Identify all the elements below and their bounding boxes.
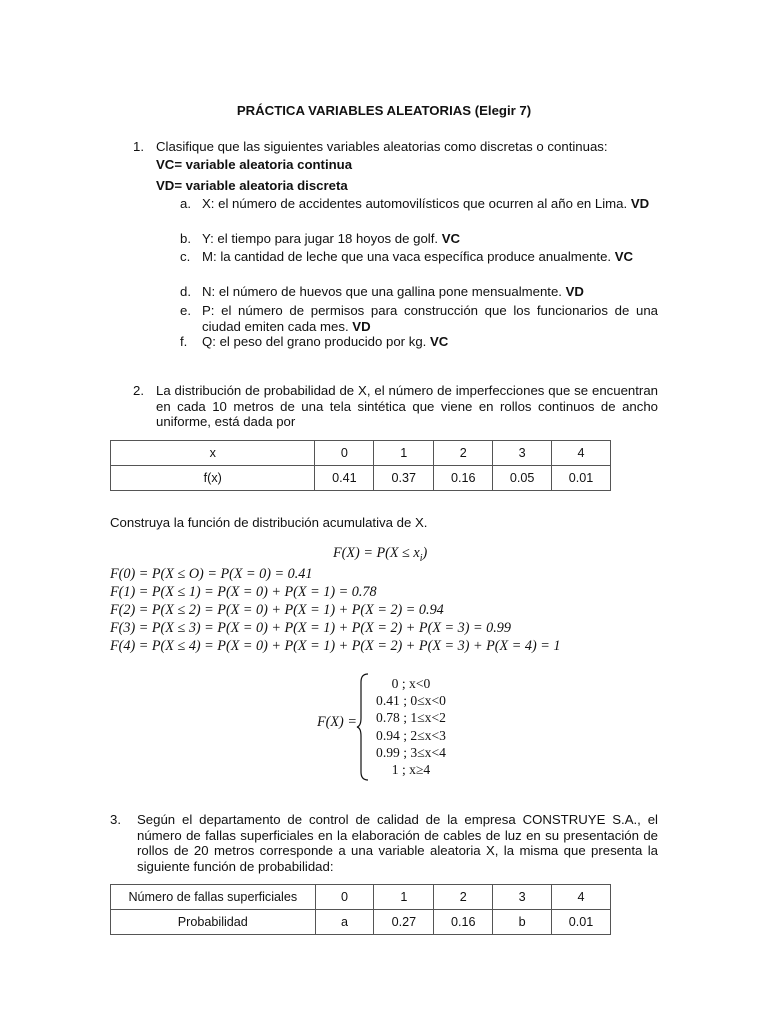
item-text: X: el número de accidentes automovilísticos que ocurren al año en Lima. [202,196,628,211]
piecewise-case: 0 ; x<0 [391,676,431,691]
q1-text: Clasifique que las siguientes variables aleatorias como discretas o continuas: [156,139,608,154]
piecewise-case: 0.94 ; 2≤x<3 [376,727,446,743]
cdf-equation: F(0) = P(X ≤ O) = P(X = 0) = 0.41 [110,566,313,582]
list-item [202,334,658,350]
table-cell: Probabilidad [111,910,316,935]
item-letter: e. [180,303,191,318]
table-cell: 1 [374,441,434,466]
item-letter: d. [180,284,191,299]
table-cell: 2 [434,885,493,910]
table-cell: 0.27 [374,910,434,935]
vc-definition: VC= variable aleatoria continua [156,157,353,172]
construct-instruction: Construya la función de distribución acumulativa de X. [110,515,428,530]
table-cell: 2 [434,441,493,466]
item-answer: VC [430,334,449,349]
item-text: P: el número de permisos para construcción que los funcionarios de una ciudad emiten cada mes. [202,303,658,334]
table-cell: 4 [552,885,611,910]
cdf-equation: F(2) = P(X ≤ 2) = P(X = 0) + P(X = 1) + P(X = 2) = 0.94 [110,602,444,618]
item-answer: VD [352,318,371,334]
table-cell: 1 [374,885,434,910]
item-text: M: la cantidad de leche que una vaca específica produce anualmente. [202,249,612,264]
item-letter: b. [180,231,191,246]
table-cell: Número de fallas superficiales [111,885,316,910]
distribution-table [110,440,611,491]
list-item [202,284,658,300]
item-letter: c. [180,249,191,264]
probability-table [110,884,611,935]
table-row [111,466,611,491]
q2-number: 2. [133,383,144,398]
table-cell: 0.01 [552,466,611,491]
piecewise-case: 0.78 ; 1≤x<2 [376,710,446,726]
list-item [202,249,658,265]
q2-text: La distribución de probabilidad de X, el número de imperfecciones que se encuentran en cada 10 metros de una tela sintética que viene en rollos continuos de ancho uniforme, está dada por [156,383,658,430]
item-answer: VC [441,231,461,246]
list-item [202,303,658,334]
item-text: Y: el tiempo para jugar 18 hoyos de golf. [202,231,439,246]
cdf-definition-text: F(X) = P(X ≤ x [333,545,420,561]
cdf-equation: F(4) = P(X ≤ 4) = P(X = 0) + P(X = 1) + P(X = 2) + P(X = 3) + P(X = 4) = 1 [110,638,561,654]
table-cell: 0 [315,885,374,910]
q3-number: 3. [110,812,121,827]
piecewise-case: 0.99 ; 3≤x<4 [376,744,446,760]
item-letter: a. [180,196,191,211]
list-item [202,196,658,212]
table-row [111,910,611,935]
piecewise-case: 1 ; x≥4 [391,762,431,778]
cdf-definition: $F(X) = P(X \le x_i)$ [333,545,428,564]
page-title: PRÁCTICA VARIABLES ALEATORIAS (Elegir 7) [236,103,532,118]
table-cell: 0.16 [434,910,493,935]
q3-text: Según el departamento de control de calidad de la empresa CONSTRUYE S.A., el número de fallas superficiales en la elaboración de cables de luz en su presentación de rollos de 20 metros corresponde a una variable aleatoria X, la misma que presenta la siguiente función de probabilidad: [137,812,658,874]
vd-definition: VD= variable aleatoria discreta [156,178,348,193]
item-text: N: el número de huevos que una gallina pone mensualmente. [202,284,562,299]
item-answer: VD [565,284,584,299]
cdf-equations [110,565,560,655]
piecewise-cases [368,675,454,778]
table-cell: b [493,910,552,935]
table-cell: 0 [315,441,374,466]
item-answer: VD [630,196,650,211]
item-text: Q: el peso del grano producido por kg. [202,334,427,349]
item-answer: VC [614,249,634,264]
table-cell: 0.01 [552,910,611,935]
cdf-definition-subscript: i [419,552,423,564]
cdf-equation: F(1) = P(X ≤ 1) = P(X = 0) + P(X = 1) = 0.78 [110,584,377,600]
table-cell: 0.37 [374,466,434,491]
piecewise-lhs: F(X) = [317,714,357,730]
table-cell: 3 [493,885,552,910]
table-cell: 0.05 [493,466,552,491]
table-row [111,441,611,466]
table-cell: a [315,910,374,935]
item-letter: f. [180,334,188,349]
table-cell: f(x) [111,466,315,491]
table-cell: 0.16 [434,466,493,491]
table-cell: 0.41 [315,466,374,491]
table-cell: 3 [493,441,552,466]
cdf-equation: F(3) = P(X ≤ 3) = P(X = 0) + P(X = 1) + P(X = 2) + P(X = 3) = 0.99 [110,620,511,636]
table-cell: x [111,441,315,466]
table-cell: 4 [552,441,611,466]
piecewise-case: 0.41 ; 0≤x<0 [376,693,446,709]
q1-number: 1. [133,139,144,154]
list-item [202,231,658,247]
table-row [111,885,611,910]
